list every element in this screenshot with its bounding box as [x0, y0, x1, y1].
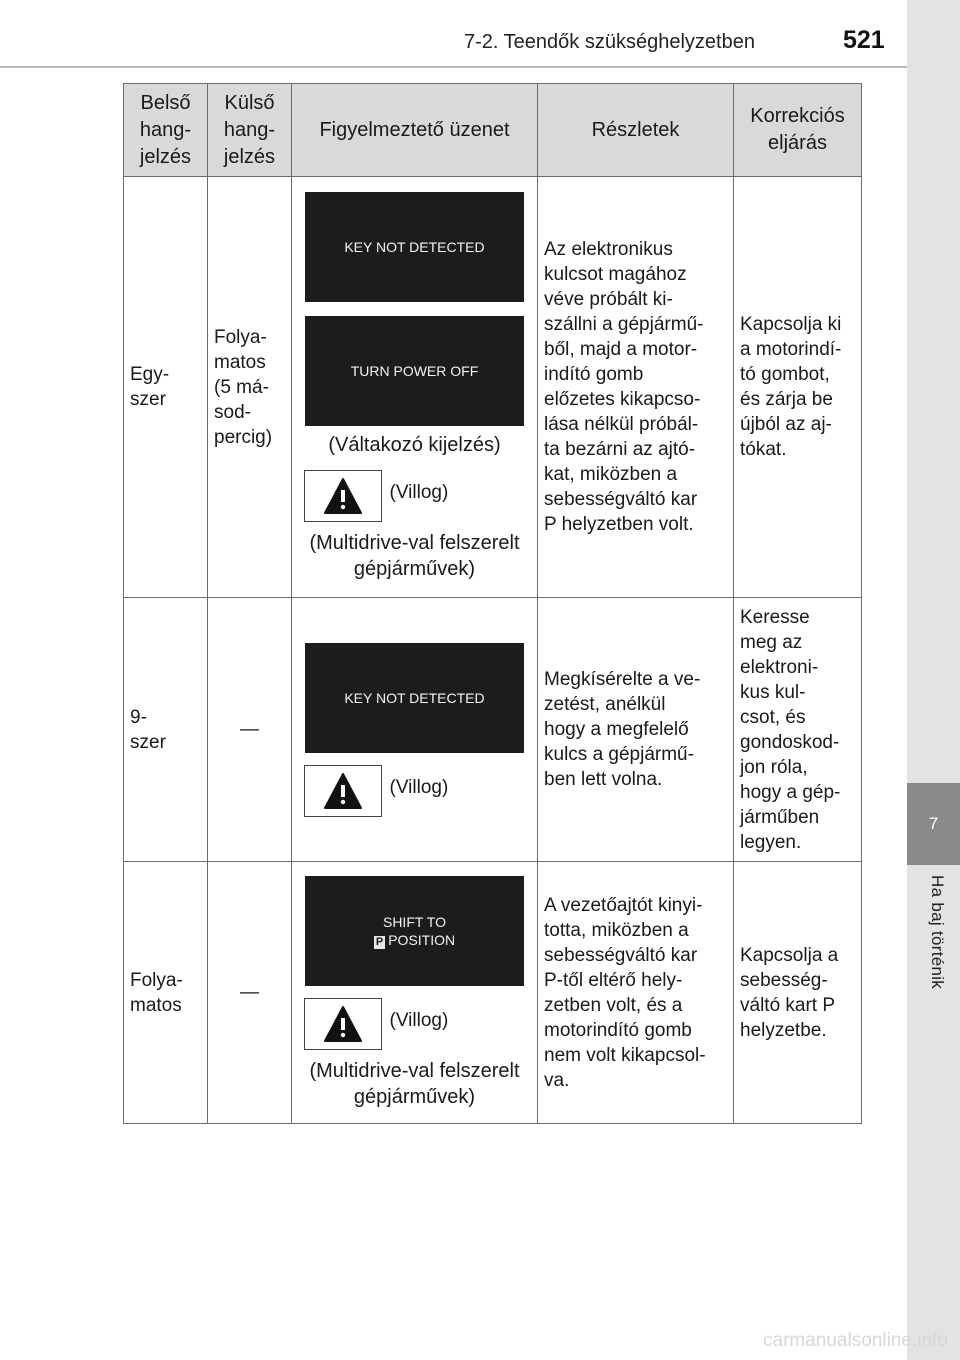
- table-row: [124, 598, 862, 862]
- warning-table: [123, 83, 862, 1124]
- header-inner-beep: Belső hang- jelzés: [124, 84, 208, 177]
- warning-triangle-icon: [304, 765, 382, 817]
- header-message: Figyelmeztető üzenet: [292, 84, 538, 177]
- table-row: [124, 862, 862, 1124]
- message-cell: [292, 598, 538, 862]
- warning-indicator: [304, 998, 526, 1050]
- details-cell: Az elektronikus kulcsot magához véve próbált ki- szállni a gépjármű- ből, majd a motor- indító gomb előzetes kikapcso- lása nélkül próbál- ta bezárni az ajtó- kat, miközben a sebességváltó kar P helyzetben volt.: [538, 177, 734, 598]
- screen-text: KEY NOT DETECTED: [344, 239, 485, 255]
- screen-text: KEY NOT DETECTED: [344, 689, 485, 706]
- inner-beep-cell: Folya- matos: [124, 862, 208, 1124]
- vehicle-caption: (Multidrive-val felszerelt gépjárművek): [309, 1059, 520, 1108]
- blink-label: (Villog): [389, 776, 449, 798]
- warning-indicator: [304, 765, 526, 817]
- inner-beep-cell: 9- szer: [124, 598, 208, 862]
- outer-beep-cell: —: [208, 862, 292, 1124]
- header-details: Részletek: [538, 84, 734, 177]
- section-title: 7-2. Teendők szükséghelyzetben: [464, 31, 755, 53]
- warning-triangle-icon: [304, 470, 382, 522]
- warning-triangle-icon: [304, 998, 382, 1050]
- page-number: 521: [843, 26, 885, 54]
- display-screen: [305, 316, 524, 426]
- screen-text: SHIFT TO: [382, 913, 446, 930]
- inner-beep-cell: Egy- szer: [124, 177, 208, 598]
- header-outer-beep: Külső hang- jelzés: [208, 84, 292, 177]
- alternating-caption: (Váltakozó kijelzés): [328, 434, 501, 456]
- screen-text: P POSITION: [375, 931, 456, 948]
- table-header-row: [124, 84, 862, 177]
- correction-cell: Keresse meg az elektroni- kus kul- csot, és gondoskod- jon róla, hogy a gép- járműben legyen.: [734, 598, 862, 862]
- park-position-icon: P: [375, 935, 384, 948]
- blink-label: (Villog): [389, 482, 449, 503]
- message-cell: [292, 862, 538, 1124]
- header-correction: Korrekciós eljárás: [734, 84, 862, 177]
- outer-beep-cell: —: [208, 598, 292, 862]
- chapter-number: 7: [907, 783, 960, 865]
- vehicle-caption: (Multidrive-val felszerelt gépjárművek): [309, 532, 520, 580]
- header-divider: [0, 66, 907, 68]
- correction-cell: Kapcsolja a sebesség- váltó kart P helyzetbe.: [734, 862, 862, 1124]
- display-screen: [305, 876, 524, 986]
- chapter-title: Ha baj történik: [928, 875, 947, 990]
- blink-label: (Villog): [389, 1009, 449, 1031]
- watermark: carmanualsonline.info: [763, 1330, 948, 1351]
- warning-indicator: [304, 470, 526, 522]
- correction-cell: Kapcsolja ki a motorindí- tó gombot, és zárja be újból az aj- tókat.: [734, 177, 862, 598]
- display-screen: [305, 192, 524, 302]
- table-row: [124, 177, 862, 598]
- details-cell: A vezetőajtót kinyi- totta, miközben a sebességváltó kar P-től eltérő hely- zetben volt, és a motorindító gomb nem volt kikapcsol- va.: [538, 862, 734, 1124]
- outer-beep-cell: Folya- matos (5 má- sod- percig): [208, 177, 292, 598]
- side-tab: [907, 0, 960, 1360]
- details-cell: Megkísérelte a ve- zetést, anélkül hogy a megfelelő kulcs a gépjármű- ben lett volna.: [538, 598, 734, 862]
- message-cell: [292, 177, 538, 598]
- display-screen: [305, 643, 524, 753]
- screen-text: TURN POWER OFF: [350, 363, 479, 379]
